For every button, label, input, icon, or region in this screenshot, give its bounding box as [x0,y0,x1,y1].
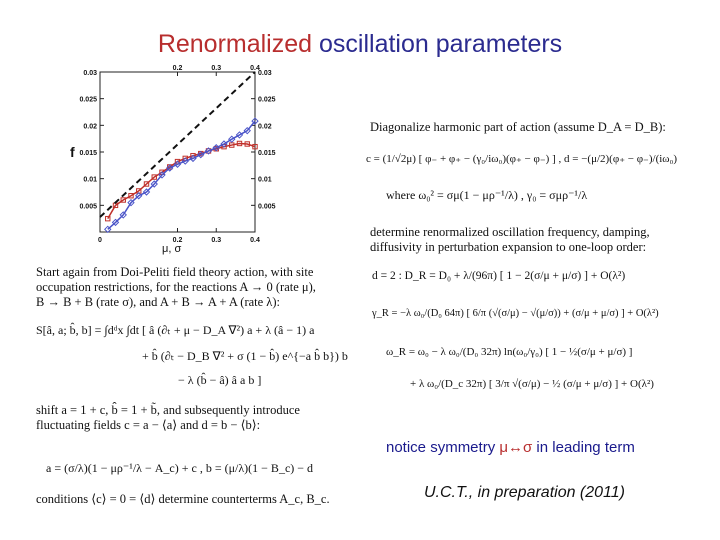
y-tick-label-right: 0.03 [258,70,272,77]
y-tick-label-left: 0.03 [83,70,97,77]
y-tick-label-right: 0.02 [258,123,272,131]
diffusivity-equation: d = 2 : D_R = D₀ + λ/(96π) [ 1 − 2(σ/μ + μ/σ) ] + O(λ²) [372,270,626,282]
x-tick-label-bottom: 0.2 [172,237,183,244]
diagonalize-equation: c = (1/√2μ) [ φ₋ + φ₊ − (γ₀/iω₀)(φ₊ − φ₋) ] , d = −(μ/2)(φ₊ − φ₋)/(iω₀) [366,153,678,165]
chart-ylabel: f [70,144,75,160]
chart-xlabel: μ, σ [162,243,182,255]
notice-symbol: μ↔σ [499,439,533,456]
shift-line: shift a = 1 + c, b̂ = 1 + b̃, and subsequently introduce [36,403,300,417]
notice-prefix: notice symmetry [386,439,500,456]
frequency-equation-line: + λ ω₀/(D_c 32π) [ 3/π √(σ/μ) − ½ (σ/μ + μ/σ) ] + O(λ²) [410,378,654,390]
frequency-equation-line: ω_R = ω₀ − λ ω₀/(D₀ 32π) ln(ω₀/γ₀) [ 1 − ½(σ/μ + μ/σ) ] [386,346,633,358]
action-equation-line: S[â, a; b̂, b] = ∫dᵈx ∫dt [ â (∂ₜ + μ − D_A ∇²) a + λ (â − 1) a [36,323,315,337]
y-tick-label-left: 0.02 [83,123,97,131]
damping-equation: γ_R = −λ ω₀/(D₀ 64π) [ 6/π (√(σ/μ) − √(μ/σ)) + (σ/μ + μ/σ) ] + O(λ²) [372,308,659,319]
left-intro-line: occupation restrictions, for the reactions A → 0 (rate μ), [36,280,316,294]
notice-suffix: in leading term [532,439,635,456]
y-tick-label-right: 0.005 [258,203,276,211]
title-rest: oscillation parameters [319,30,563,58]
omega-gamma-definition: where ω₀² = σμ(1 − μρ⁻¹/λ) , γ₀ = σμρ⁻¹/λ [386,188,588,202]
x-tick-label-top: 0.2 [172,65,183,72]
shift-paragraph [36,403,361,433]
y-tick-label-right: 0.025 [258,96,276,104]
x-tick-label-top: 0.3 [211,65,222,72]
x-tick-label-bottom: 0.4 [250,237,260,244]
chart-series [100,72,258,232]
diagonalize-intro: Diagonalize harmonic part of action (assume D_A = D_B): [370,120,666,134]
shift-equation: a = (σ/λ)(1 − μρ⁻¹/λ − A_c) + c , b = (μ/λ)(1 − B_c) − d [46,461,314,475]
y-tick-label-left: 0.025 [79,96,97,104]
title-highlight: Renormalized [157,30,313,58]
y-tick-label-left: 0.005 [79,203,97,211]
slide-title [0,30,720,59]
y-tick-label-left: 0.01 [83,176,97,184]
action-equation-line: + b̂ (∂ₜ − D_B ∇² + σ (1 − b̂) e^{−a b̂ b}) b [142,349,348,363]
symmetry-notice [386,439,635,456]
y-tick-label-right: 0.015 [258,150,276,157]
x-tick-label-top: 0.4 [250,65,260,72]
shift-line: fluctuating fields c = a − ⟨a⟩ and d = b − ⟨b⟩: [36,418,261,432]
renormalize-line: diffusivity in perturbation expansion to one-loop order: [370,240,647,254]
oscillation-frequency-chart [60,62,290,262]
series-line [108,143,255,218]
action-equation-line: − λ (b̂ − â) â a b ] [178,373,262,387]
left-intro-line: Start again from Doi-Peliti field theory action, with site [36,265,314,279]
y-tick-label-left: 0.015 [79,150,97,157]
x-tick-label-bottom: 0.3 [211,237,222,244]
x-tick-label-bottom: 0 [98,237,102,244]
y-tick-label-right: 0.01 [258,176,272,184]
citation: U.C.T., in preparation (2011) [424,484,625,501]
left-intro-paragraph [36,265,361,310]
left-intro-line: B → B + B (rate σ), and A + B → A + A (rate λ): [36,295,281,309]
chart-frame [100,72,255,232]
renormalize-line: determine renormalized oscillation frequency, damping, [370,225,650,239]
renormalize-intro [370,225,700,255]
counterterm-conditions: conditions ⟨c⟩ = 0 = ⟨d⟩ determine counterterms A_c, B_c. [36,492,330,506]
